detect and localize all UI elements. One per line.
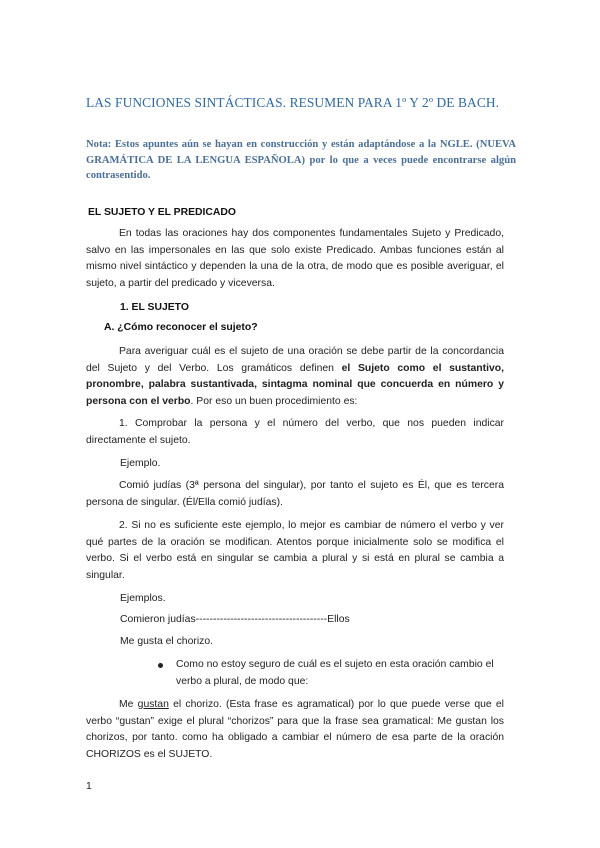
note-label: Nota: [86,139,112,150]
examples-label: Ejemplos. [120,593,166,604]
note-text: Estos apuntes aún se hayan en construcción y están adaptándose a la NGLE. (NUEVA GRAMÁTICA DE LA LENGUA ESPAÑOLA) por lo que a veces puede encontrarse algún contrasentido. [86,139,516,182]
sub-heading: A. ¿Cómo reconocer el sujeto? [104,322,258,333]
step-1: 1. Comprobar la persona y el número del verbo, que nos pueden indicar directamente el sujeto. [86,418,504,446]
page-number: 1 [86,781,92,792]
paragraph-2 [86,344,504,410]
paragraph-2-end: . Por eso un buen procedimiento es: [190,395,358,407]
final-rest: el chorizo. (Esta frase es agramatical) por lo que puede verse que el verbo “gustan” exige el plural “chorizos” para que la frase sea gramatical: Me gustan los chorizos, por tanto. como ha obligado a cambiar el número de esa parte de la oración CHORIZOS es el SUJETO. [86,699,504,760]
bullet-icon [158,663,163,668]
final-paragraph [86,697,504,763]
example-label: Ejemplo. [120,458,161,469]
example-text: Comió judías (3ª persona del singular), por tanto el sujeto es Él, que es tercera persona de singular. (Él/Ella comió judías). [86,480,504,508]
page-title: LAS FUNCIONES SINTÁCTICAS. RESUMEN PARA 1º Y 2º DE BACH. [86,95,500,110]
bullet-text: Como no estoy seguro de cuál es el sujeto en esta oración cambio el verbo a plural, de modo que: [176,659,494,687]
intro-paragraph: En todas las oraciones hay dos componentes fundamentales Sujeto y Predicado, salvo en las impersonales en las que solo existe Predicado. Ambas funciones están al mismo nivel sintáctico y dependen la una de la otra, de modo que es posible averiguar, el sujeto, a partir del predicado y viceversa. [86,228,504,289]
paragraph-2-bold: el Sujeto como el sustantivo, pronombre, palabra sustantivada, sintagma nominal que concuerda en número y persona con el verbo [86,362,504,407]
final-me: Me [119,699,138,710]
note-paragraph [86,137,516,184]
final-underlined-verb: gustan [137,699,169,710]
paragraph-2-start: Para averiguar cuál es el sujeto de una oración se debe partir de la concordancia del Sujeto y del Verbo. Los gramáticos definen [86,346,504,374]
example-line-2: Me gusta el chorizo. [120,636,213,647]
example-line-1: Comieron judías--------------------------------------Ellos [120,614,350,625]
step-2: 2. Si no es suficiente este ejemplo, lo mejor es cambiar de número el verbo y ver qué partes de la oración se modifican. Atentos porque inicialmente solo se modifica el verbo. Si el verbo está en singular se cambia a plural y si está en plural se cambia a singular. [86,520,504,581]
numbered-heading: 1. EL SUJETO [120,302,189,313]
section-heading: EL SUJETO Y EL PREDICADO [88,207,237,218]
